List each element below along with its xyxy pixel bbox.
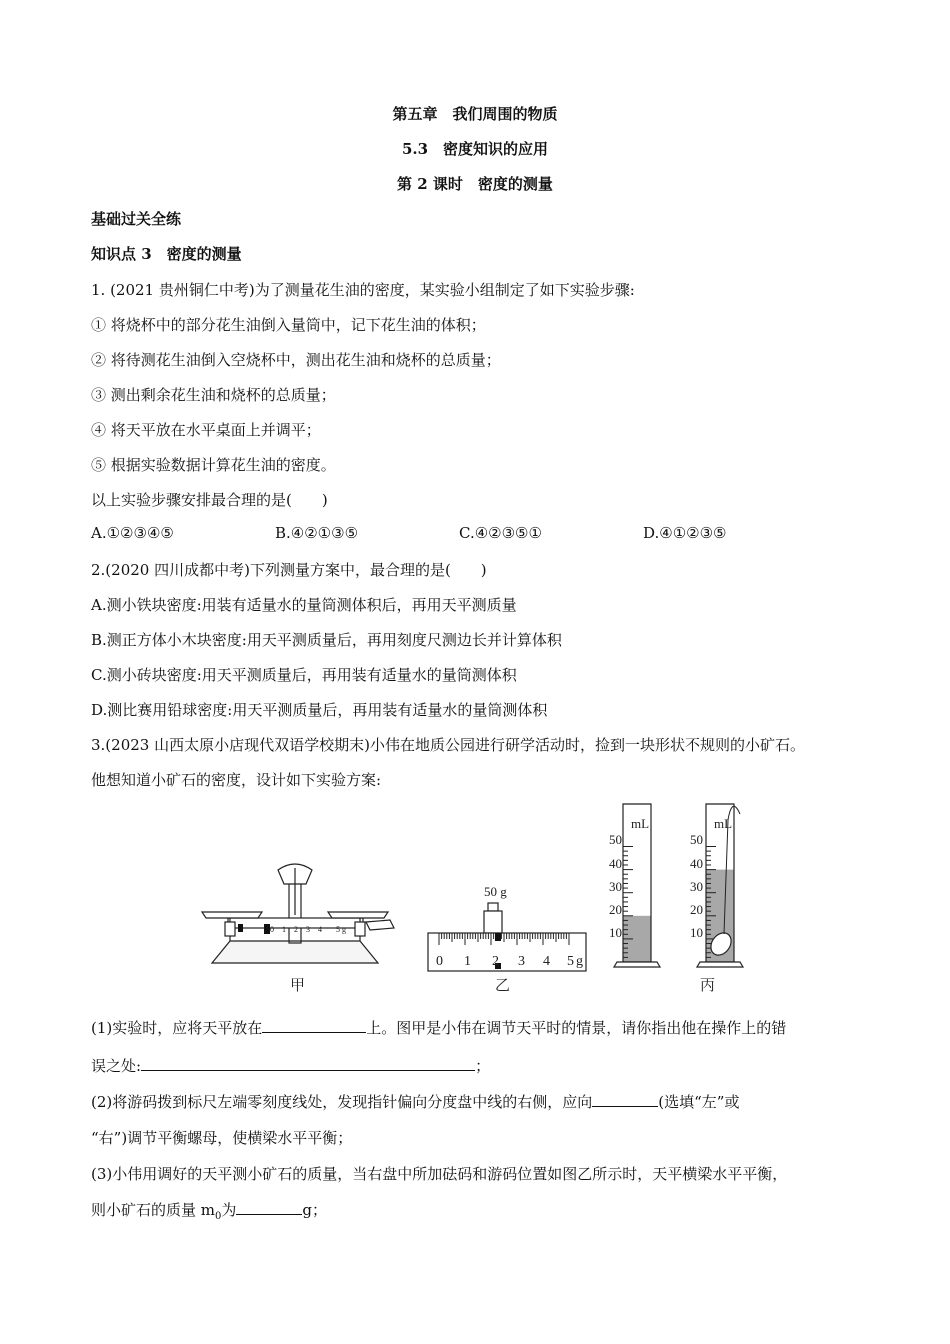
cyl2-label-30: 30	[690, 879, 703, 894]
q1-option-b: B.④②①③⑤	[275, 524, 359, 542]
q3-p3-d: g；	[302, 1201, 327, 1219]
ruler-tick-1: 1	[464, 954, 471, 969]
q3-p3-c: 为	[221, 1201, 237, 1219]
section-title-text: 5.3 密度知识的应用	[401, 140, 549, 158]
ruler-unit: g	[576, 954, 583, 969]
q1-option-c: C.④②③⑤①	[459, 524, 542, 542]
q3-part3-line1: (3)小伟用调好的天平测小矿石的质量，当右盘中所加砝码和游码位置如图乙所示时，天平横梁水平平衡，	[91, 1165, 788, 1183]
ruler-rider	[495, 933, 501, 941]
q3-stem-line1: 3.(2023 山西太原小店现代双语学校期末)小伟在地质公园进行研学活动时，捡到一块形状不规则的小矿石。	[91, 736, 805, 754]
q3-p1-a: (1)实验时，应将天平放在	[91, 1019, 263, 1037]
cyl2-label-10: 10	[690, 925, 703, 940]
q3-part1-line1	[91, 1017, 786, 1038]
beam-tick-2: 2	[294, 925, 298, 934]
label-jia: 甲	[290, 978, 306, 994]
cyl1-label-10: 10	[609, 925, 622, 940]
q3-figure	[190, 800, 770, 1000]
q3-p3-b: 则小矿石的质量 m	[91, 1201, 215, 1219]
q3-part2-line2: “右”)调节平衡螺母，使横梁水平平衡；	[91, 1129, 353, 1147]
ruler-tick-2: 2	[492, 954, 499, 969]
lesson-title: 第 2 课时 密度的测量	[397, 175, 553, 193]
q1-step-3: ③ 测出剩余花生油和烧杯的总质量；	[91, 386, 336, 404]
practice-heading: 基础过关全练	[91, 210, 182, 228]
q2-option-a: A.测小铁块密度:用装有适量水的量筒测体积后，再用天平测质量	[91, 596, 517, 614]
q1-stem: 1. (2021 贵州铜仁中考)为了测量花生油的密度，某实验小组制定了如下实验步骤:	[91, 281, 635, 299]
ruler-tick-5: 5	[567, 954, 574, 969]
q2-option-b: B.测正方体小木块密度:用天平测质量后，再用刻度尺测边长并计算体积	[91, 631, 562, 649]
balance-figure	[202, 864, 394, 963]
beam-tick-3: 3	[306, 925, 310, 934]
q1-option-a: A.①②③④⑤	[91, 524, 174, 542]
cyl1-label-30: 30	[609, 879, 622, 894]
cylinder-2-unit: mL	[714, 816, 733, 831]
beam-tick-1: 1	[282, 925, 286, 934]
q2-stem: 2.(2020 四川成都中考)下列测量方案中，最合理的是( )	[91, 561, 487, 579]
weight-label: 50 g	[484, 884, 507, 899]
q2-option-d: D.测比赛用铅球密度:用天平测质量后，再用装有适量水的量筒测体积	[91, 701, 548, 719]
q3-part1-line2	[91, 1055, 490, 1076]
ruler-tick-3: 3	[518, 954, 525, 969]
q3-p2-a: (2)将游码拨到标尺左端零刻度线处，发现指针偏向分度盘中线的右侧，应向	[91, 1093, 593, 1111]
q1-step-1: ① 将烧杯中的部分花生油倒入量筒中，记下花生油的体积；	[91, 316, 486, 334]
beam-tick-4: 4	[318, 925, 322, 934]
q1-option-d: D.④①②③⑤	[643, 524, 727, 542]
cylinder-1-unit: mL	[631, 816, 650, 831]
q3-p3-blank-mass[interactable]	[236, 1200, 302, 1215]
q1-step-2: ② 将待测花生油倒入空烧杯中，测出花生油和烧杯的总质量；	[91, 351, 501, 369]
q3-p1-blank-error[interactable]	[141, 1056, 475, 1071]
q3-part2-line1	[91, 1091, 739, 1112]
q3-p3-sub: 0	[215, 1211, 222, 1222]
cyl1-label-50: 50	[609, 832, 622, 847]
label-yi: 乙	[495, 978, 511, 994]
chapter-title: 第五章 我们周围的物质	[392, 105, 558, 123]
cyl2-label-40: 40	[690, 856, 703, 871]
q3-stem-line2: 他想知道小矿石的密度，设计如下实验方案:	[91, 771, 382, 789]
q3-p1-b: 上。图甲是小伟在调节天平时的情景，请你指出他在操作上的错	[366, 1019, 787, 1037]
q1-step-5: ⑤ 根据实验数据计算花生油的密度。	[91, 456, 336, 474]
q2-option-c: C.测小砖块密度:用天平测质量后，再用装有适量水的量筒测体积	[91, 666, 517, 684]
knowledge-point: 知识点 3 密度的测量	[91, 245, 242, 263]
beam-unit: g	[342, 925, 346, 934]
label-bing: 丙	[700, 978, 716, 994]
q3-p1-d: ；	[475, 1057, 491, 1075]
cyl2-label-50: 50	[690, 832, 703, 847]
cylinder-2-labels	[690, 832, 703, 940]
q3-p1-c: 误之处:	[91, 1057, 142, 1075]
q1-step-4: ④ 将天平放在水平桌面上并调平；	[91, 421, 321, 439]
beam-tick-0: 0	[270, 925, 274, 934]
ruler-tick-4: 4	[543, 954, 550, 969]
cyl1-label-40: 40	[609, 856, 622, 871]
ruler-tick-0: 0	[436, 954, 443, 969]
section-title	[0, 138, 950, 159]
cyl2-label-20: 20	[690, 902, 703, 917]
cylinder-2	[697, 804, 743, 967]
cyl1-label-20: 20	[609, 902, 622, 917]
beam-tick-5: 5	[336, 925, 340, 934]
cylinder-1-labels	[609, 832, 622, 940]
q3-p2-blank-direction[interactable]	[592, 1092, 658, 1107]
q3-part3-line2	[91, 1199, 327, 1222]
q3-p1-blank-surface[interactable]	[262, 1018, 366, 1033]
q3-p2-b: (选填“左”或	[658, 1093, 740, 1111]
q1-ask: 以上实验步骤安排最合理的是( )	[91, 491, 328, 509]
